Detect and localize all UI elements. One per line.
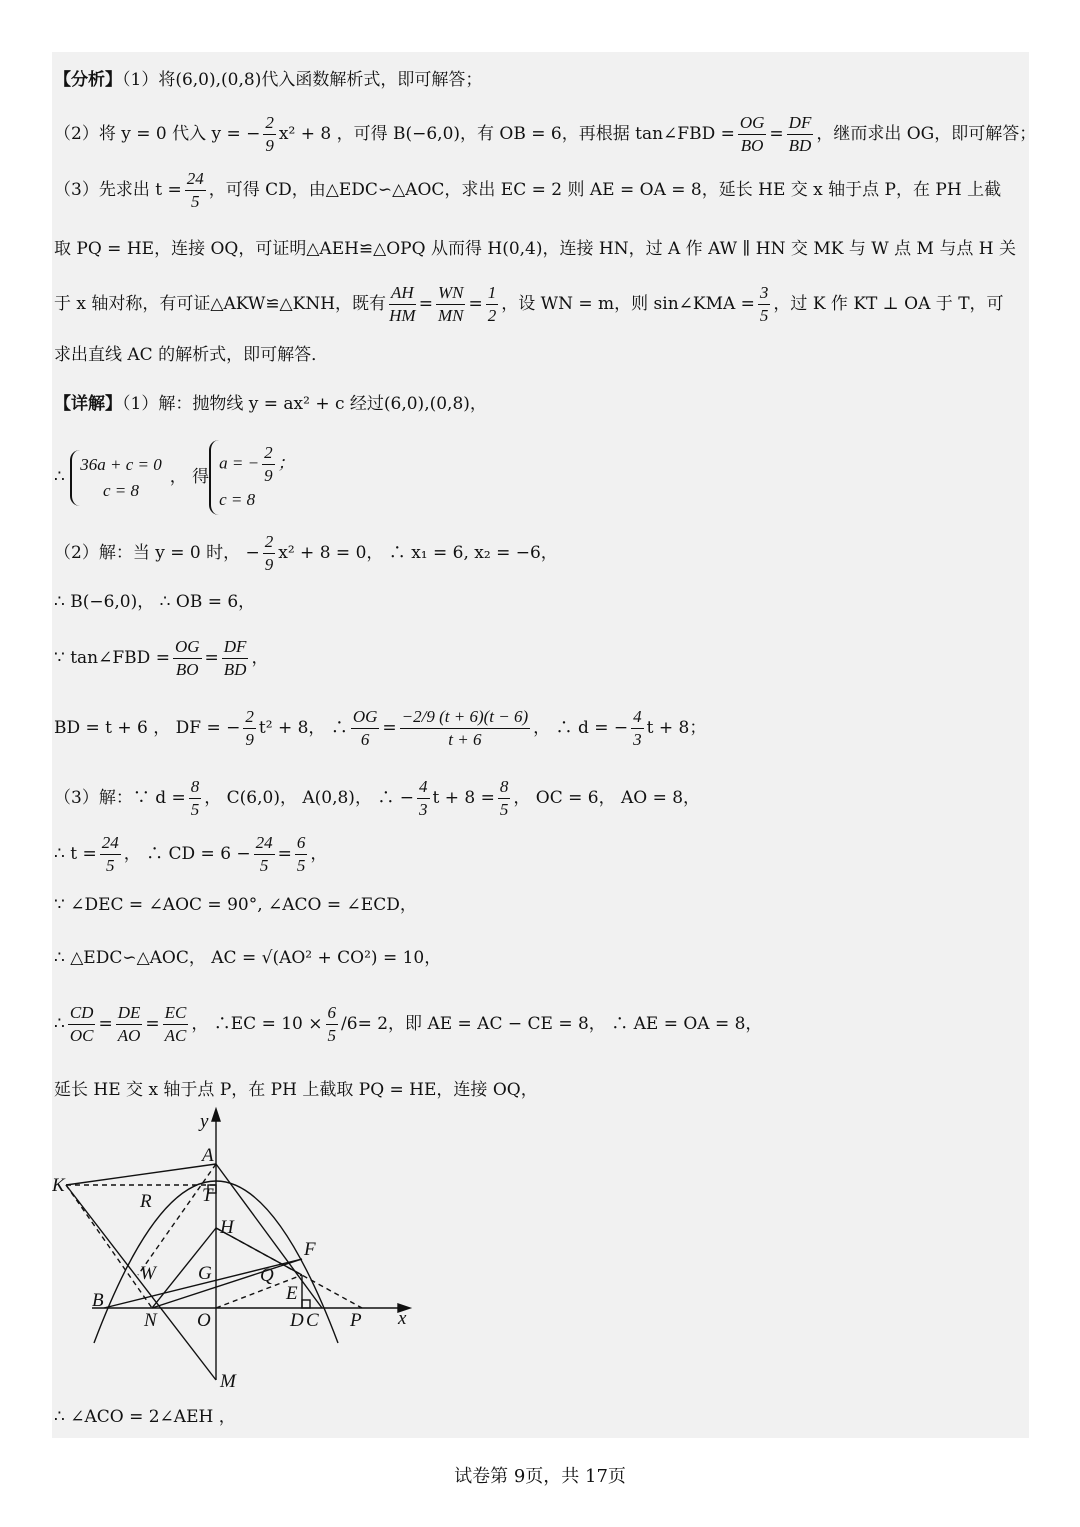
fraction: $\frac{3}{5}$ — [759, 283, 769, 325]
text: t + 8 = — [432, 788, 495, 808]
detail-line-2 — [54, 440, 303, 515]
page-footer: 试卷第 9页，共 17页 — [454, 1466, 626, 1487]
analysis-line-6: 求出直线 AC 的解析式，即可解答． — [54, 345, 329, 365]
text: = — [769, 124, 784, 144]
fraction: $\frac{WN}{MN}$ — [437, 283, 464, 325]
detail-line-6 — [54, 706, 706, 751]
fraction: $\frac{AH}{HM}$ — [389, 283, 416, 325]
figure-label-H: H — [220, 1217, 234, 1238]
text: ，继而求出 OG，即可解答； — [816, 124, 1037, 144]
text: t + 8； — [646, 718, 707, 738]
y-axis-arrow — [212, 1109, 220, 1121]
geometry-figure — [52, 1105, 432, 1395]
right-angle-D — [302, 1300, 310, 1308]
detail-line-1 — [54, 392, 487, 416]
text: ， 得 — [169, 467, 210, 487]
system-1: 36a + c = 0 c = 8 — [70, 450, 170, 506]
fraction: $\frac{8}{5}$ — [499, 777, 509, 819]
text: = — [382, 718, 397, 738]
figure-label-G: G — [198, 1263, 212, 1284]
text: （3）解：∵ d = — [54, 788, 186, 808]
fraction: $\frac{6}{5}$ — [296, 833, 306, 875]
text: ， ∴ — [191, 1014, 231, 1034]
fraction: $\frac{1}{2}$ — [487, 283, 497, 325]
fraction: $\frac{8}{5}$ — [190, 777, 200, 819]
fraction: $\frac{OG}{6}$ — [352, 707, 378, 749]
text: ， OC = 6， AO = 8， — [513, 788, 701, 808]
text: ， — [310, 844, 328, 864]
text: BD = t + 6 ， DF = − — [54, 718, 241, 738]
detail-line-10: ∴ △EDC∽△AOC， AC = √(AO² + CO²) = 10， — [54, 948, 442, 968]
text: = — [277, 844, 292, 864]
fraction: $\frac{24}{5}$ — [101, 833, 119, 875]
text: （1）解：抛物线 y = ax² + c 经过(6,0),(0,8)， — [122, 394, 487, 414]
figure-label-P: P — [350, 1310, 362, 1331]
system-2: a = − $\frac{2}{9}$ ； c = 8 — [209, 440, 302, 515]
detail-line-13: ∴ ∠ACO = 2∠AEH ， — [54, 1407, 236, 1427]
figure-label-W: W — [140, 1263, 156, 1284]
segment-NF — [152, 1259, 302, 1308]
fraction: $\frac{2}{9}$ — [264, 532, 274, 574]
text: ∴ — [54, 467, 71, 487]
segment-KA — [66, 1164, 216, 1185]
text: ，可得 CD，由△EDC∽△AOC，求出 EC = 2 则 AE = OA = 8，延长 HE 交 x 轴于点 P，在 PH 上截 — [208, 180, 1002, 200]
figure-label-T: T — [202, 1185, 213, 1206]
analysis-line-4: 取 PQ = HE，连接 OQ，可证明△AEH≌△OPQ 从而得 H(0,4)，连接 HN，过 A 作 AW ∥ HN 交 MK 与 W 点 M 与点 H 关 — [54, 239, 1016, 259]
text: ∴ t = — [54, 844, 97, 864]
text: 于 x 轴对称，有可证△AKW≌△KNH，既有 — [54, 294, 387, 314]
detail-tag: 【详解】 — [54, 394, 122, 414]
detail-line-12: 延长 HE 交 x 轴于点 P，在 PH 上截取 PQ = HE，连接 OQ， — [54, 1080, 538, 1100]
text: = — [98, 1014, 113, 1034]
fraction: $\frac{DE}{AO}$ — [117, 1003, 141, 1045]
text: ， C(6,0)， A(0,8)， ∴ − — [204, 788, 414, 808]
fraction: $\frac{4}{3}$ — [633, 707, 642, 749]
fraction: $\frac{DF}{BD}$ — [223, 637, 247, 679]
detail-line-9: ∵ ∠DEC = ∠AOC = 90°, ∠ACO = ∠ECD， — [54, 895, 417, 915]
analysis-line-3 — [54, 168, 1001, 213]
text: = — [145, 1014, 160, 1034]
analysis-line-2 — [54, 112, 1036, 157]
analysis-text: （1）将(6,0),(0,8)代入函数解析式，即可解答； — [122, 70, 483, 90]
fraction: $\frac{6}{5}$ — [327, 1003, 337, 1045]
text: （3）先求出 t = — [54, 180, 182, 200]
fraction: $\frac{CD}{OC}$ — [69, 1003, 94, 1045]
fraction: $\frac{OG}{BO}$ — [739, 113, 765, 155]
figure-label-N: N — [144, 1310, 157, 1331]
fraction: $\frac{EC}{AC}$ — [164, 1003, 187, 1045]
text: ， — [251, 648, 269, 668]
fraction: $\frac{2}{9}$ — [265, 113, 274, 155]
text: （2）解：当 y = 0 时， − — [54, 543, 260, 563]
detail-line-11 — [54, 1002, 762, 1047]
figure-label-F: F — [304, 1239, 316, 1260]
figure-label-O: O — [197, 1310, 211, 1331]
text: ， ∴ d = − — [533, 718, 629, 738]
analysis-tag: 【分析】 — [54, 70, 122, 90]
text: ，设 WN = m，则 sin∠KMA = — [501, 294, 755, 314]
text: ，过 K 作 KT ⊥ OA 于 T，可 — [773, 294, 1004, 314]
text: = 2，即 AE = AC − CE = 8， ∴ AE = OA = 8， — [357, 1014, 763, 1034]
text: x² + 8 = 0， ∴ x₁ = 6, x₂ = −6， — [278, 543, 558, 563]
figure-label-E: E — [286, 1283, 298, 1304]
figure-label-D: D — [290, 1310, 304, 1331]
segment-AW — [138, 1164, 216, 1275]
detail-line-8 — [54, 832, 327, 877]
figure-label-B: B — [92, 1290, 104, 1311]
figure-label-A: A — [202, 1145, 214, 1166]
detail-line-7 — [54, 776, 700, 821]
text: t² + 8， ∴ — [258, 718, 348, 738]
detail-line-3 — [54, 531, 558, 576]
detail-line-4: ∴ B(−6,0)， ∴ OB = 6， — [54, 592, 256, 612]
fraction: $\frac{4}{3}$ — [419, 777, 428, 819]
detail-line-5 — [54, 636, 268, 681]
text: ∵ tan∠FBD = — [54, 648, 170, 668]
figure-label-R: R — [140, 1191, 152, 1212]
fraction: $\frac{2}{9}$ — [245, 707, 254, 749]
text: ∴ — [54, 1014, 65, 1034]
figure-label-x: x — [398, 1308, 407, 1329]
fraction: $\frac{OG}{BO}$ — [174, 637, 200, 679]
figure-label-Q: Q — [260, 1265, 274, 1286]
analysis-line-1 — [54, 68, 482, 92]
fraction: $\frac{24}{5}$ — [255, 833, 273, 875]
text: = — [468, 294, 483, 314]
fraction: $\frac{-2/9 (t + 6)(t - 6)}{t + 6}$ — [401, 707, 529, 749]
text: （2）将 y = 0 代入 y = − — [54, 124, 261, 144]
figure-label-M: M — [220, 1371, 236, 1392]
text: / — [341, 1014, 347, 1034]
text: EC = 10 × — [230, 1014, 323, 1034]
text: ， ∴ CD = 6 − — [123, 844, 251, 864]
text: 6 — [346, 1014, 358, 1034]
analysis-line-5 — [54, 282, 1004, 327]
fraction: $\frac{DF}{BD}$ — [788, 113, 812, 155]
figure-label-K: K — [52, 1175, 65, 1196]
figure-label-C: C — [306, 1310, 319, 1331]
fraction: $\frac{24}{5}$ — [186, 169, 204, 211]
text: x² + 8 ，可得 B(−6,0)，有 OB = 6，再根据 tan∠FBD = — [278, 124, 735, 144]
text: = — [418, 294, 433, 314]
text: = — [204, 648, 219, 668]
figure-label-y: y — [200, 1111, 209, 1132]
